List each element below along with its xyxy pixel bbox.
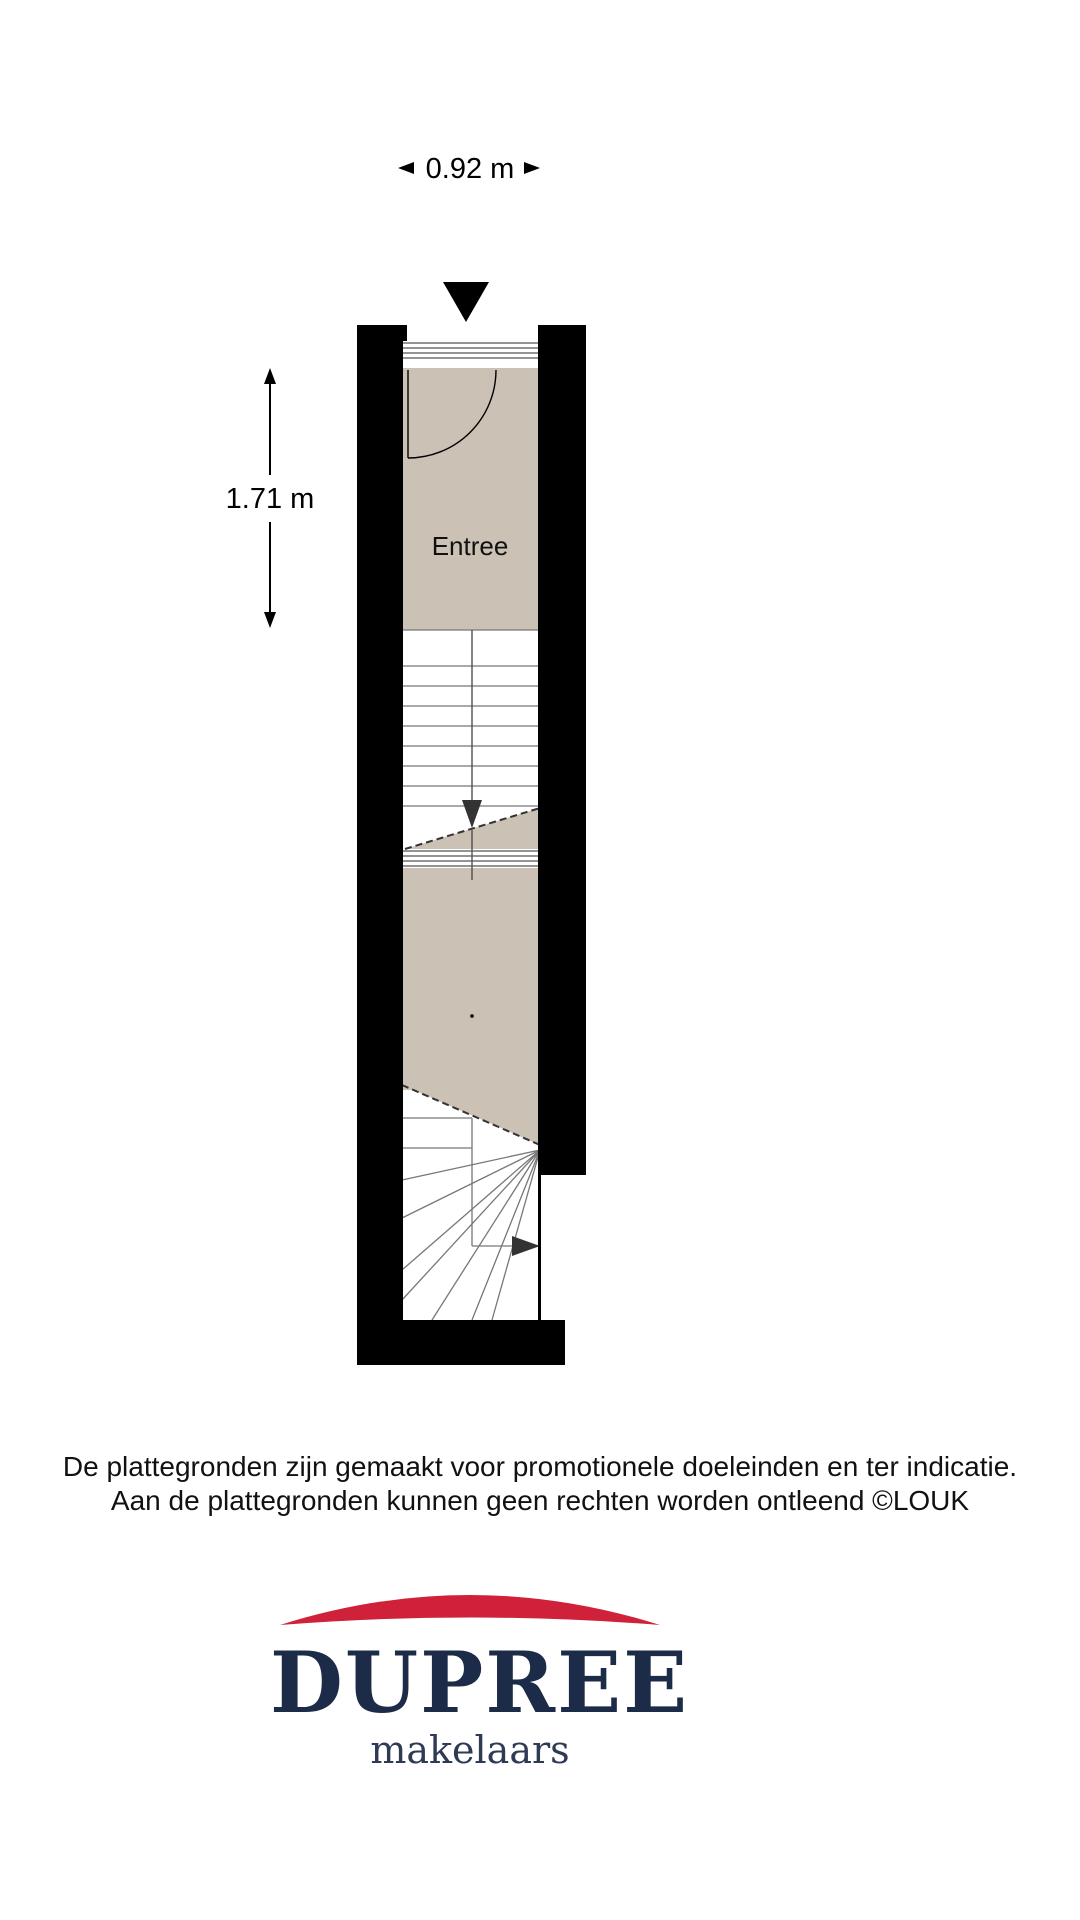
stair-direction-down-icon (462, 800, 482, 828)
wall-right (538, 325, 586, 1175)
logo-brand: DUPREE (270, 1633, 690, 1732)
wall-top-right-cap (538, 325, 586, 341)
disclaimer-line-2: Aan de plattegronden kunnen geen rechten worden ontleend ©LOUK (110, 1485, 970, 1516)
dimension-arrow-down-icon (264, 612, 276, 628)
roof-icon (270, 1580, 670, 1630)
landing-threshold (402, 851, 540, 866)
wall-bottom (357, 1320, 565, 1365)
entrance-arrow-icon (443, 282, 489, 322)
entree-floor (402, 368, 540, 630)
disclaimer-line-1: De plattegronden zijn gemaakt voor promotionele doeleinden en ter indicatie. (62, 1451, 1018, 1482)
landing-marker (470, 1014, 474, 1018)
disclaimer (0, 1450, 1080, 1518)
height-dimension-label: 1.71 m (225, 483, 315, 515)
roof-shape (280, 1595, 660, 1625)
stair-direction-right-icon (512, 1236, 540, 1256)
wall-stub-right (538, 1175, 541, 1322)
dimension-arrow-right-icon (524, 162, 540, 174)
dimension-arrow-up-icon (264, 368, 276, 384)
landing-floor (402, 868, 540, 1090)
width-dimension-label: 0.92 m (425, 153, 515, 185)
dimension-arrow-left-icon (398, 162, 414, 174)
logo-subtitle: makelaars (370, 1728, 570, 1772)
wall-left (357, 325, 403, 1365)
dupree-logo (270, 1580, 690, 1780)
room-label-entree: Entree (431, 531, 509, 561)
wall-top-left-cap (357, 325, 407, 341)
